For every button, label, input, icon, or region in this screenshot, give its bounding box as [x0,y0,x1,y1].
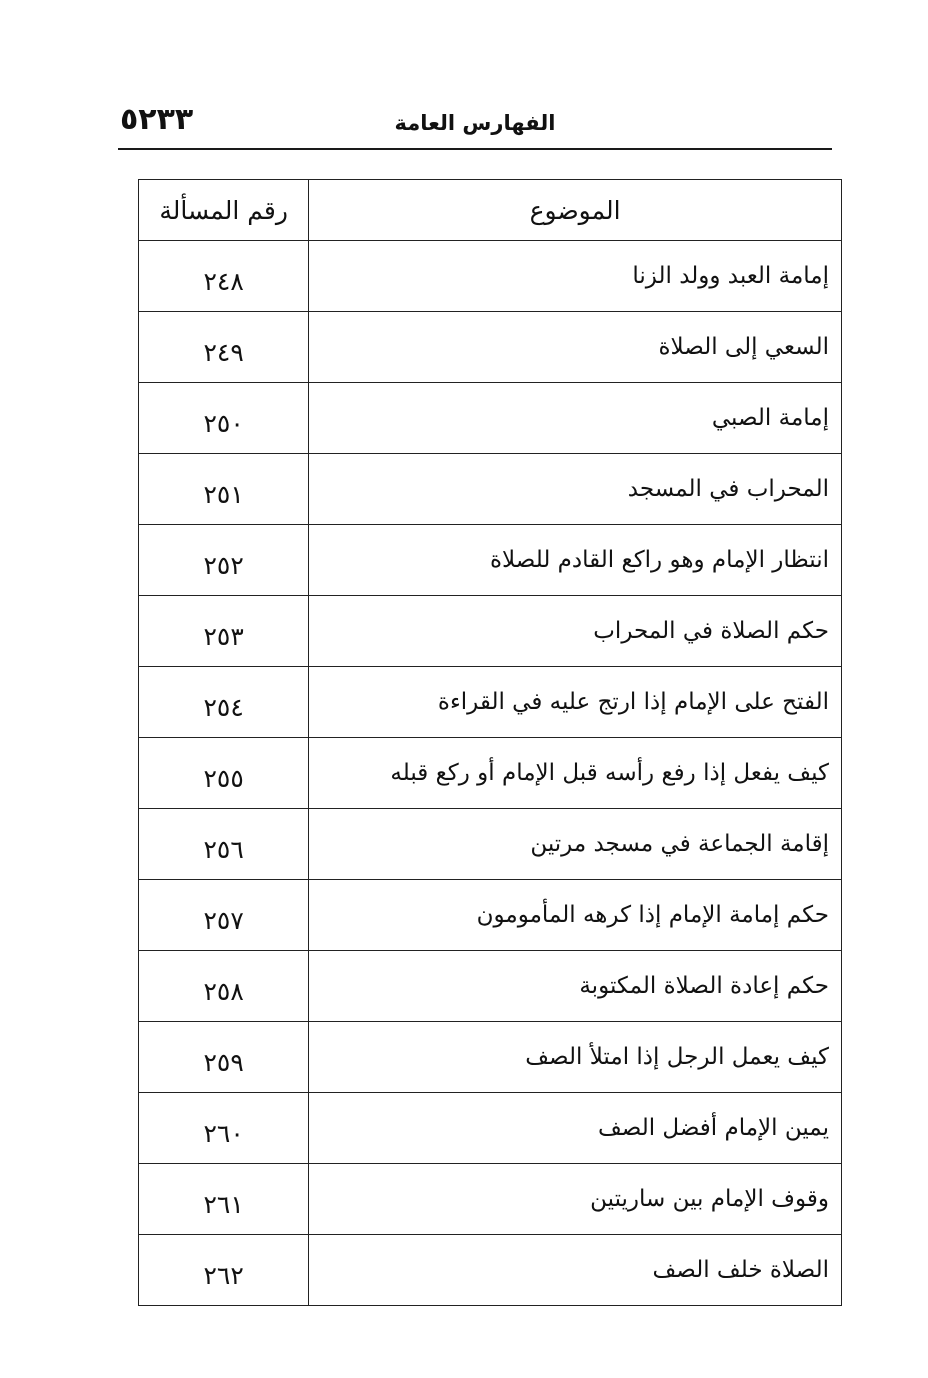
table-row [139,1022,842,1093]
table-row [139,809,842,880]
column-header-topic: الموضوع [309,180,842,241]
table-row [139,312,842,383]
table-row [139,525,842,596]
issue-number-cell: ٢٥٢ [139,525,309,596]
issue-number-cell: ٢٥٠ [139,383,309,454]
topic-cell: حكم الصلاة في المحراب [309,596,842,667]
table-header-row [139,180,842,241]
topic-cell: إمامة الصبي [309,383,842,454]
issue-number-cell: ٢٥٩ [139,1022,309,1093]
topic-cell: يمين الإمام أفضل الصف [309,1093,842,1164]
issue-number-cell: ٢٥٨ [139,951,309,1022]
topic-cell: حكم إمامة الإمام إذا كرهه المأمومون [309,880,842,951]
table-row [139,1093,842,1164]
issue-number-cell: ٢٦٠ [139,1093,309,1164]
table-row [139,454,842,525]
topic-cell: السعي إلى الصلاة [309,312,842,383]
table-row [139,738,842,809]
issue-number-cell: ٢٥٧ [139,880,309,951]
table-row [139,596,842,667]
issue-number-cell: ٢٥٦ [139,809,309,880]
table-row [139,880,842,951]
column-header-number: رقم المسألة [139,180,309,241]
issue-number-cell: ٢٦١ [139,1164,309,1235]
topic-cell: الفتح على الإمام إذا ارتج عليه في القراءة [309,667,842,738]
issue-number-cell: ٢٤٨ [139,241,309,312]
topic-cell: إقامة الجماعة في مسجد مرتين [309,809,842,880]
page-header [118,100,832,150]
topic-cell: المحراب في المسجد [309,454,842,525]
table-row [139,951,842,1022]
topic-cell: وقوف الإمام بين ساريتين [309,1164,842,1235]
issue-number-cell: ٢٥٣ [139,596,309,667]
issue-number-cell: ٢٥٥ [139,738,309,809]
issue-number-cell: ٢٤٩ [139,312,309,383]
topic-cell: انتظار الإمام وهو راكع القادم للصلاة [309,525,842,596]
table-row [139,667,842,738]
table-row [139,241,842,312]
topic-cell: كيف يعمل الرجل إذا امتلأ الصف [309,1022,842,1093]
topic-cell: كيف يفعل إذا رفع رأسه قبل الإمام أو ركع قبله [309,738,842,809]
table-row [139,1164,842,1235]
running-title: الفهارس العامة [394,111,556,135]
topic-cell: حكم إعادة الصلاة المكتوبة [309,951,842,1022]
table-row [139,383,842,454]
issue-number-cell: ٢٥٤ [139,667,309,738]
topic-cell: الصلاة خلف الصف [309,1235,842,1306]
topic-cell: إمامة العبد وولد الزنا [309,241,842,312]
issue-number-cell: ٢٦٢ [139,1235,309,1306]
table-row [139,1235,842,1306]
page-number: ٥٢٣٣ [120,102,194,137]
issue-number-cell: ٢٥١ [139,454,309,525]
index-table [138,179,842,1306]
